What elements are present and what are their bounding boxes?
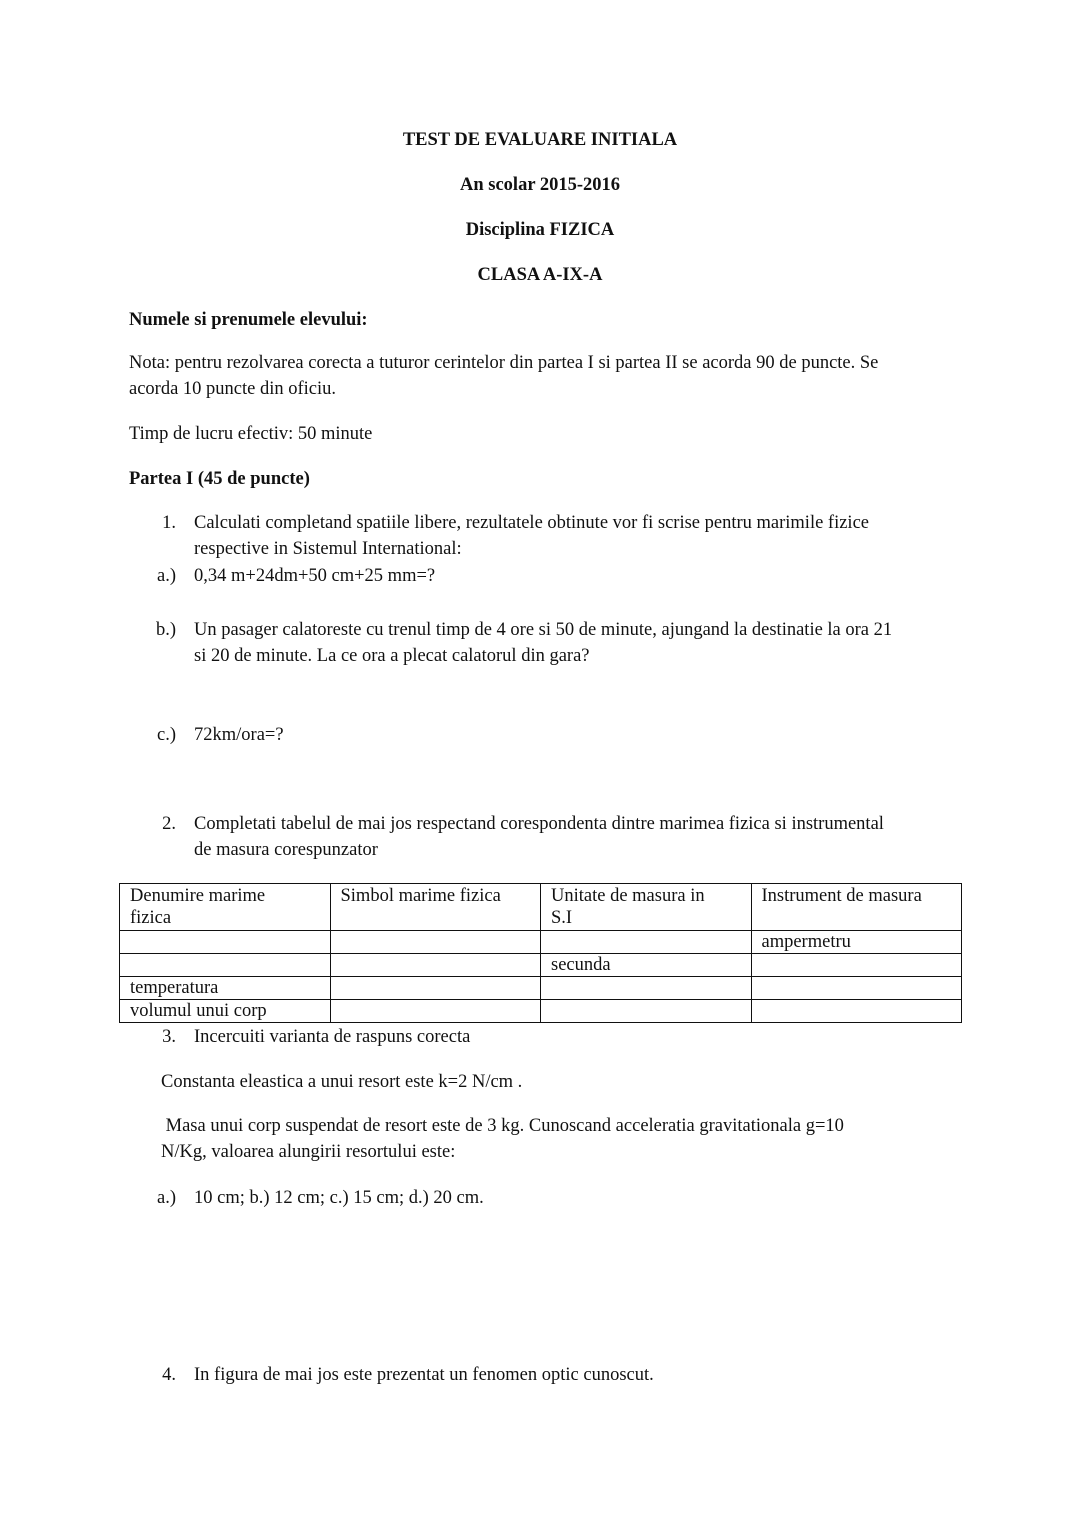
table-row [120,1000,962,1023]
q1b-label: b.) [155,620,176,640]
note-line-1: Nota: pentru rezolvarea corecta a tuturor cerintelor din partea I si partea II se acorda 90 de puncte. Se [129,353,879,373]
table-header-cell: Unitate de masura in S.I [541,884,752,931]
table-cell[interactable] [541,931,752,954]
test-title: TEST DE EVALUARE INITIALA [402,130,678,150]
part1-title: Partea I (45 de puncte) [129,469,310,489]
q1-line-1: Calculati completand spatiile libere, rezultatele obtinute vor fi scrise pentru marimile fizice [194,513,869,533]
q2-line-2: de masura corespunzator [194,840,378,860]
table-cell: secunda [541,954,752,977]
table-row [120,977,962,1000]
table-header-row [120,884,962,931]
table-header-cell: Simbol marime fizica [330,884,541,931]
student-name-label: Numele si prenumele elevului: [129,310,368,330]
q4-number: 4. [162,1365,176,1385]
q1-line-2: respective in Sistemul International: [194,539,462,559]
q1b-line-1: Un pasager calatoreste cu trenul timp de 4 ore si 50 de minute, ajungand la destinatie la ora 21 [194,620,893,640]
table-cell[interactable] [751,977,962,1000]
q1a-label: a.) [157,566,176,586]
q3-line-3: N/Kg, valoarea alungirii resortului este: [161,1142,456,1162]
table-row [120,954,962,977]
table-cell[interactable] [330,1000,541,1023]
school-year: An scolar 2015-2016 [460,175,620,195]
q1-number: 1. [162,513,176,533]
q2-line-1: Completati tabelul de mai jos respectand corespondenta dintre marimea fizica si instrumental [194,814,884,834]
table-cell: volumul unui corp [120,1000,331,1023]
q1c-text: 72km/ora=? [194,725,284,745]
q2-number: 2. [162,814,176,834]
q3-number: 3. [162,1027,176,1047]
work-time: Timp de lucru efectiv: 50 minute [129,424,373,444]
q3-title: Incercuiti varianta de raspuns corecta [194,1027,471,1047]
table-cell: temperatura [120,977,331,1000]
q3-line-1: Constanta eleastica a unui resort este k=2 N/cm . [161,1072,523,1092]
table-header-cell: Denumire marime fizica [120,884,331,931]
table-cell[interactable] [751,954,962,977]
table-row [120,931,962,954]
q3-line-2: Masa unui corp suspendat de resort este de 3 kg. Cunoscand acceleratia gravitationala g=10 [161,1116,844,1136]
note-line-2: acorda 10 puncte din oficiu. [129,379,337,399]
q3-options-label: a.) [157,1188,176,1208]
q1a-text: 0,34 m+24dm+50 cm+25 mm=? [194,566,436,586]
table-cell[interactable] [330,977,541,1000]
discipline: Disciplina FIZICA [465,220,615,240]
q4-text: In figura de mai jos este prezentat un fenomen optic cunoscut. [194,1365,654,1385]
q1b-line-2: si 20 de minute. La ce ora a plecat calatorul din gara? [194,646,590,666]
table-cell[interactable] [541,1000,752,1023]
table-cell[interactable] [120,954,331,977]
table-cell[interactable] [330,954,541,977]
q1c-label: c.) [157,725,176,745]
class-label: CLASA A-IX-A [477,265,603,285]
table-cell: ampermetru [751,931,962,954]
table-cell[interactable] [330,931,541,954]
table-header-cell: Instrument de masura [751,884,962,931]
q3-options[interactable]: 10 cm; b.) 12 cm; c.) 15 cm; d.) 20 cm. [194,1188,484,1208]
table-cell[interactable] [120,931,331,954]
physics-table [119,883,962,1023]
table-cell[interactable] [751,1000,962,1023]
table-cell[interactable] [541,977,752,1000]
